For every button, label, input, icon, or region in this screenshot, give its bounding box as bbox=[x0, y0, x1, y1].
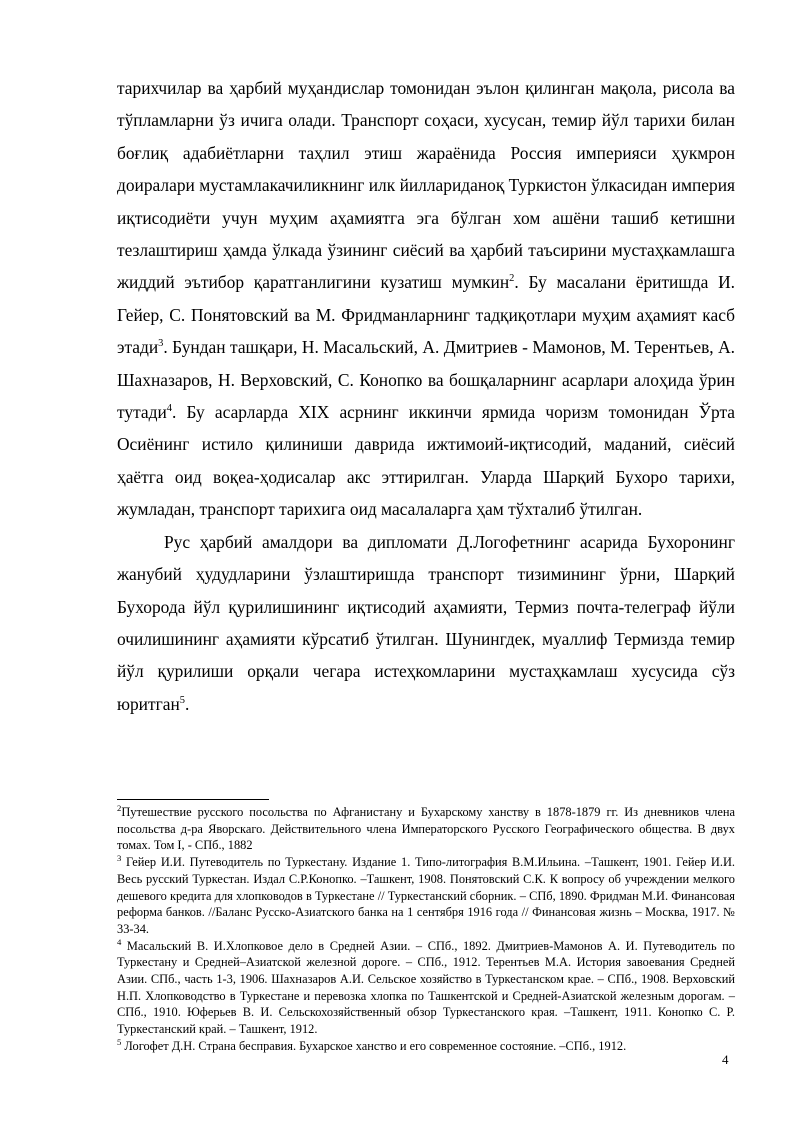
footnote-text: Логофет Д.Н. Страна бесправия. Бухарское ханство и его современное состояние. –СПб., 1912. bbox=[121, 1038, 627, 1053]
paragraph-1 bbox=[117, 72, 735, 526]
paragraph-1-text-c: . Бундан ташқари, Н. Масальский, А. Дмитриев - Мамонов, М. Терентьев, А. Шахназаров, Н. Верховский, С. Конопко ва бошқаларнинг асарлари алоҳида ўрин тутади bbox=[117, 337, 735, 423]
paragraph-1-text-a: тарихчилар ва ҳарбий муҳандислар томонидан эълон қилинган мақола, рисола ва тўпламларни ўз ичига олади. Транспорт соҳаси, хусусан, темир йўл тарихи билан боғлиқ адабиётларни таҳлил этиш жараёнида Россия империяси ҳукмрон доиралари мустамлакачиликнинг илк йиллариданоқ Туркистон ўлкасидан империя иқтисодиёти учун муҳим аҳамиятга эга бўлган хом ашёни ташиб кетишни тезлаштириш ҳамда ўлкада ўзининг сиёсий ва ҳарбий таъсирини мустаҳкамлашга жиддий эътибор қаратганлигини кузатиш мумкин bbox=[117, 78, 735, 293]
footnote-ref-5[interactable]: 5 bbox=[179, 694, 185, 706]
paragraph-2-text: Рус ҳарбий амалдори ва дипломати Д.Логофетнинг асарида Бухоронинг жанубий ҳудудларини ўзлаштиришда транспорт тизимининг ўрни, Шарқий Бухорода йўл қурилишининг иқтисодий аҳамияти, Термиз почта-телеграф йўли очилишининг аҳамияти кўрсатиб ўтилган. Шунингдек, муаллиф Термизда темир йўл қурилиши орқали чегара истеҳкомларини мустаҳкамлаш хусусида сўз юритган bbox=[117, 531, 735, 714]
page-number: 4 bbox=[722, 1052, 729, 1067]
footnote-text: Масальский В. И.Хлопковое дело в Средней Азии. – СПб., 1892. Дмитриев-Мамонов А. И. Путеводитель по Туркестану и Средней–Азиатской железной дороге. – СПб., 1912. Терентьев М.А. История завоевания Средней Азии. СПб., часть 1-3, 1906. Шахназаров А.И. Сельское хозяйство в Туркестанском крае. – СПб., 1908. Верховский Н.П. Хлопководство в Туркестане и перевозка хлопка по Ташкентской и Средней-Азиатской железным дорогам. – СПб., 1910. Юферьев В. И. Сельскохозяйственный обзор Туркестанского края. –Ташкент, 1911. Конопко С. Р. Туркестанский край. – Ташкент, 1912. bbox=[117, 938, 735, 1037]
footnote-separator bbox=[117, 799, 269, 800]
footnote-4 bbox=[117, 938, 735, 1038]
footnote-ref-4[interactable]: 4 bbox=[166, 403, 172, 415]
main-text bbox=[117, 72, 735, 720]
footnote-number: 5 bbox=[117, 1036, 122, 1047]
footnote-number: 3 bbox=[117, 852, 122, 863]
paragraph-1-text-b: . Бу масалани ёритишда И. Гейер, С. Понятовский ва М. Фридманларнинг тадқиқотлари муҳим аҳамият касб этади bbox=[117, 272, 735, 358]
footnote-5 bbox=[117, 1038, 735, 1055]
footnote-3 bbox=[117, 854, 735, 938]
paragraph-2-end: . bbox=[184, 693, 190, 714]
footnote-number: 4 bbox=[117, 936, 122, 947]
footnotes bbox=[117, 804, 735, 1055]
footnote-text: Путешествие русского посольства по Афганистану и Бухарскому ханству в 1878-1879 гг. Из дневников члена посольства д-ра Яворскаго. Действительного члена Императорского Русского Географического общества. В двух томах. Том I, - СПб., 1882 bbox=[117, 805, 735, 853]
paragraph-1-text-d: . Бу асарларда XIX асрнинг иккинчи ярмида чоризм томонидан Ўрта Осиёнинг истило қилиниши даврида ижтимоий-иқтисодий, маданий, сиёсий ҳаётга оид воқеа-ҳодисалар акс эттирилган. Уларда Шарқий Бухоро тарихи, жумладан, транспорт тарихига оид масалаларга ҳам тўхталиб ўтилган. bbox=[117, 402, 735, 520]
footnote-ref-3[interactable]: 3 bbox=[158, 338, 164, 350]
footnote-ref-2[interactable]: 2 bbox=[509, 273, 515, 285]
footnote-text: Гейер И.И. Путеводитель по Туркестану. Издание 1. Типо-литография В.М.Ильина. –Ташкент, 1901. Гейер И.И. Весь русский Туркестан. Издал С.Р.Конопко. –Ташкент, 1908. Понятовский С.К. К вопросу об учреждении мелкого дешевого кредита для хлопководов в Туркестане // Туркестанский сборник. – СПб, 1890. Фридман М.И. Финансовая реформа банков. //Баланс Русско-Азиатского банка на 1 сентября 1916 года // Финансовая жизнь – Москва, 1917. № 33-34. bbox=[117, 855, 735, 936]
footnote-2 bbox=[117, 804, 735, 854]
paragraph-2 bbox=[117, 526, 735, 720]
footnote-number: 2 bbox=[117, 802, 122, 813]
